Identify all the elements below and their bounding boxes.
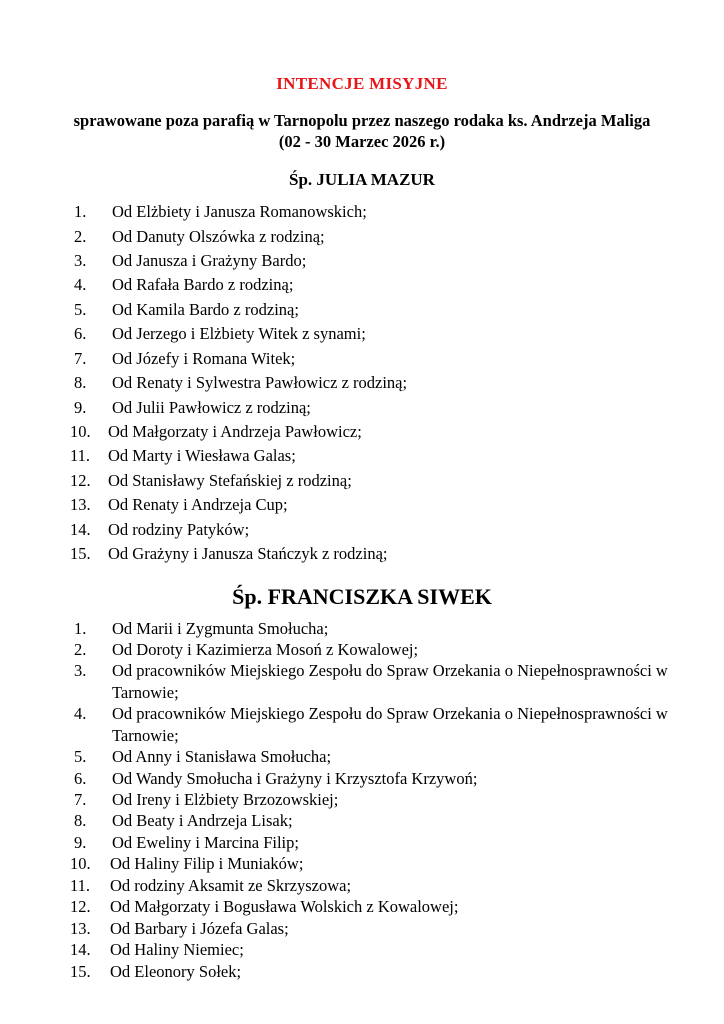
page-subtitle: sprawowane poza parafią w Tarnopolu przez naszego rodaka ks. Andrzeja Maliga (02 - 30 Marzec 2026 r.)	[73, 111, 651, 152]
list-item: Od Józefy i Romana Witek;	[112, 348, 296, 368]
page-title: INTENCJE MISYJNE	[276, 74, 448, 93]
list-item: Od Julii Pawłowicz z rodziną;	[112, 397, 311, 417]
list-item: Od rodziny Aksamit ze Skrzyszowa;	[110, 875, 352, 895]
list-item: Od Eleonory Sołek;	[110, 961, 242, 981]
list-item: Od Haliny Niemiec;	[110, 940, 244, 960]
intentions-list-julia-mazur	[56, 200, 668, 565]
list-item: Od Stanisławy Stefańskiej z rodziną;	[108, 470, 352, 490]
intentions-list-franciszka-siwek	[56, 618, 668, 982]
list-item: Od Renaty i Andrzeja Cup;	[108, 495, 288, 515]
list-item: Od Wandy Smołucha i Grażyny i Krzysztofa Krzywoń;	[112, 768, 478, 788]
list-item: Od Marty i Wiesława Galas;	[108, 446, 296, 466]
list-item: Od Ireny i Elżbiety Brzozowskiej;	[112, 790, 339, 810]
section-heading-julia-mazur: Śp. JULIA MAZUR	[289, 170, 435, 190]
list-item: Od Elżbiety i Janusza Romanowskich;	[112, 202, 367, 222]
list-item: Od Janusza i Grażyny Bardo;	[112, 251, 307, 271]
list-item: Od Małgorzaty i Andrzeja Pawłowicz;	[108, 422, 362, 442]
list-item: Od Haliny Filip i Muniaków;	[110, 854, 304, 874]
list-item: Od Jerzego i Elżbiety Witek z synami;	[112, 324, 366, 344]
list-item: Od Eweliny i Marcina Filip;	[112, 832, 299, 852]
list-item: Od Rafała Bardo z rodziną;	[112, 275, 294, 295]
list-item: Od Marii i Zygmunta Smołucha;	[112, 618, 329, 638]
list-item: Od rodziny Patyków;	[108, 519, 250, 539]
list-item: Od Barbary i Józefa Galas;	[110, 918, 289, 938]
list-item: Od Małgorzaty i Bogusława Wolskich z Kowalowej;	[110, 897, 459, 917]
list-item: Od Kamila Bardo z rodziną;	[112, 299, 299, 319]
list-item: Od Danuty Olszówka z rodziną;	[112, 226, 325, 246]
list-item: Od pracowników Miejskiego Zespołu do Spraw Orzekania o Niepełnosprawności w Tarnowie;	[112, 704, 668, 745]
list-item: Od pracowników Miejskiego Zespołu do Spraw Orzekania o Niepełnosprawności w Tarnowie;	[112, 661, 668, 702]
list-item: Od Grażyny i Janusza Stańczyk z rodziną;	[108, 544, 388, 564]
list-item: Od Anny i Stanisława Smołucha;	[112, 747, 332, 767]
section-heading-franciszka-siwek: Śp. FRANCISZKA SIWEK	[232, 583, 492, 609]
list-item: Od Beaty i Andrzeja Lisak;	[112, 811, 293, 831]
list-item: Od Renaty i Sylwestra Pawłowicz z rodziną;	[112, 373, 408, 393]
list-item: Od Doroty i Kazimierza Mosoń z Kowalowej;	[112, 639, 419, 659]
